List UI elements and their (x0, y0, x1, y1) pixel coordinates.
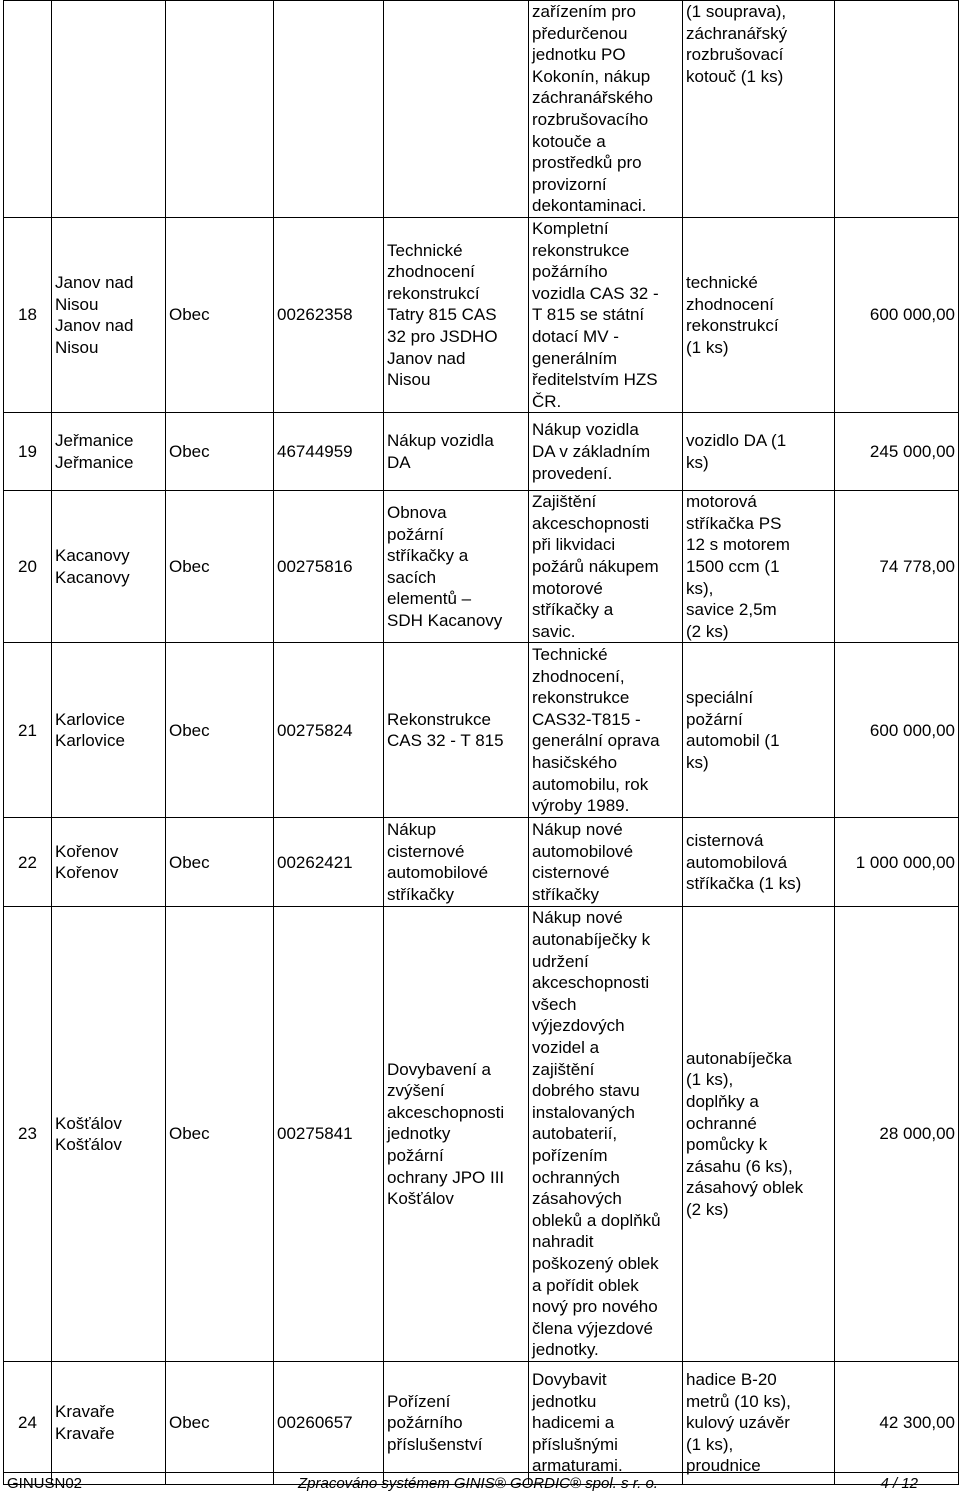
project-description-line: vozidla CAS 32 - (532, 283, 659, 303)
purchased-items-line: ks) (686, 753, 709, 773)
cell-empty (384, 1, 529, 218)
purchased-items-line: požární (686, 709, 743, 729)
project-description-line: nahradit (532, 1232, 594, 1252)
place-name (52, 907, 166, 1361)
purchased-items-line: (1 ks) (686, 337, 729, 357)
project-description-line: savic. (532, 621, 576, 641)
project-name (384, 643, 529, 818)
project-description-line: armaturami. (532, 1456, 623, 1476)
text-line: zařízením pro (532, 2, 636, 21)
row-number: 19 (4, 413, 52, 491)
project-description-line: požárního (532, 262, 608, 282)
project-name-line: zvýšení (387, 1081, 445, 1101)
text-line: rozbrušovacího (532, 109, 649, 129)
project-description-line: Zajištění (532, 492, 597, 512)
grant-amount: 600 000,00 (835, 643, 959, 818)
project-description (529, 907, 683, 1361)
ico-number: 00262421 (274, 818, 384, 907)
project-description-line: vozidel a (532, 1038, 600, 1057)
project-name (384, 491, 529, 643)
applicant-type: Obec (166, 491, 274, 643)
footer-page-number: 4 / 12 (880, 1475, 918, 1492)
table-body (4, 1, 959, 1485)
grant-amount: 600 000,00 (835, 217, 959, 412)
project-name-line: Tatry 815 CAS (387, 305, 497, 325)
project-description (529, 1361, 683, 1484)
project-description-line: Dovybavit (532, 1369, 607, 1389)
purchased-items-line: 1500 ccm (1 (686, 557, 780, 577)
project-description-line: rekonstrukce (532, 240, 630, 260)
project-name-line: zhodnocení (387, 262, 475, 282)
text-line: (1 souprava), (686, 2, 787, 21)
row-number: 18 (4, 217, 52, 412)
project-description-line: automobilu, rok (532, 774, 649, 794)
project-name-line: požární (387, 524, 444, 544)
project-name-line: ochrany JPO III (387, 1167, 505, 1187)
applicant-type: Obec (166, 818, 274, 907)
purchased-items-line: motorová (686, 492, 757, 512)
project-description-line: obleků a doplňků (532, 1210, 661, 1230)
project-description-line: nový pro nového (532, 1297, 658, 1317)
project-name (384, 818, 529, 907)
place-name (52, 1361, 166, 1484)
place-name-line: Jeřmanice (55, 431, 134, 451)
ico-number: 00275841 (274, 907, 384, 1361)
purchased-items-line: speciální (686, 688, 754, 708)
purchased-items-line: (1 ks), (686, 1070, 734, 1090)
project-name-line: Pořízení (387, 1391, 451, 1411)
ico-number: 46744959 (274, 413, 384, 491)
project-description-line: provedení. (532, 463, 613, 483)
project-name-line: Janov nad (387, 348, 466, 368)
project-description-line: výroby 1989. (532, 796, 630, 816)
project-description-line: zásahových (532, 1189, 622, 1209)
purchased-items (683, 907, 835, 1361)
project-description-line: T 815 se státní (532, 305, 645, 325)
project-name-line: Rekonstrukce (387, 709, 491, 729)
text-line: jednotku PO (532, 45, 626, 65)
purchased-items-line: (2 ks) (686, 621, 729, 641)
project-description-line: Nákup nové (532, 820, 623, 840)
purchased-items-line: zhodnocení (686, 294, 774, 314)
place-name-line: Kravaře (55, 1423, 115, 1443)
purchased-items-line: (2 ks) (686, 1199, 729, 1219)
project-description-line: jednotky. (532, 1340, 599, 1360)
grant-amount: 74 778,00 (835, 491, 959, 643)
project-description-line: člena výjezdové (532, 1318, 653, 1338)
applicant-type: Obec (166, 217, 274, 412)
project-description-line: akceschopnosti (532, 513, 650, 533)
text-line: prostředků pro (532, 153, 642, 173)
project-name-line: Technické (387, 240, 463, 260)
project-description (529, 413, 683, 491)
purchased-items-line: ochranné (686, 1113, 757, 1133)
project-name-line: elementů – (387, 589, 472, 609)
place-name-line: Janov nad (55, 316, 134, 336)
table-row (4, 217, 959, 412)
row-number: 21 (4, 643, 52, 818)
text-line: záchranářského (532, 88, 653, 108)
text-line: záchranářský (686, 23, 788, 43)
project-description-line: při likvidaci (532, 535, 616, 555)
purchased-items-line: stříkačka (1 ks) (686, 874, 802, 894)
text-line: Kokonín, nákup (532, 66, 651, 86)
purchased-items-line: cisternová (686, 831, 764, 851)
project-name-line: SDH Kacanovy (387, 611, 503, 631)
project-description (529, 491, 683, 643)
place-name (52, 413, 166, 491)
project-description-line: Nákup vozidla (532, 420, 639, 440)
applicant-type: Obec (166, 1361, 274, 1484)
place-name-line: Janov nad (55, 272, 134, 292)
purchased-items-line: pomůcky k (686, 1135, 768, 1155)
project-description-line: autonabíječky k (532, 930, 651, 950)
project-name-line: stříkačky a (387, 546, 469, 566)
applicant-type: Obec (166, 413, 274, 491)
project-description-line: zajištění (532, 1059, 595, 1079)
project-name-line: DA (387, 452, 411, 472)
project-description-line: zhodnocení, (532, 666, 625, 686)
row-number: 23 (4, 907, 52, 1361)
project-name-line: Dovybavení a (387, 1059, 491, 1079)
applicant-type: Obec (166, 907, 274, 1361)
cell-empty (835, 1, 959, 218)
place-name-line: Kořenov (55, 841, 119, 861)
project-description-line: Kompletní (532, 218, 609, 238)
project-description-line: dotací MV - (532, 326, 619, 346)
cell-empty (274, 1, 384, 218)
project-description-line: Nákup nové (532, 908, 623, 928)
ico-number: 00262358 (274, 217, 384, 412)
cell-empty (166, 1, 274, 218)
place-name-line: Kacanovy (55, 546, 130, 566)
place-name-line: Nisou (55, 337, 99, 357)
row-number: 20 (4, 491, 52, 643)
project-name (384, 1361, 529, 1484)
place-name-line: Karlovice (55, 709, 125, 729)
project-description-line: ochranných (532, 1167, 620, 1187)
project-description-line: generálním (532, 348, 618, 368)
project-description-line: hasičského (532, 753, 618, 773)
project-name (384, 907, 529, 1361)
project-name-line: jednotky (387, 1124, 451, 1144)
grant-amount: 28 000,00 (835, 907, 959, 1361)
project-description-line: poškozený oblek (532, 1253, 659, 1273)
purchased-items-line: zásahu (6 ks), (686, 1156, 793, 1176)
project-description-line: výjezdových (532, 1016, 625, 1036)
project-description-line: instalovaných (532, 1102, 636, 1122)
project-description-line: rekonstrukce (532, 688, 630, 708)
project-name-line: rekonstrukcí (387, 283, 480, 303)
table-row (4, 818, 959, 907)
purchased-items-line: technické (686, 272, 758, 292)
place-name-line: Nisou (55, 294, 99, 314)
carryover-row (4, 1, 959, 218)
table-row (4, 413, 959, 491)
purchased-items-line: ks), (686, 578, 714, 598)
project-name-line: Nákup (387, 820, 437, 840)
carryover-items (683, 1, 835, 218)
purchased-items-line: savice 2,5m (686, 600, 777, 620)
row-number: 22 (4, 818, 52, 907)
project-description-line: požárů nákupem (532, 557, 659, 577)
project-description-line: příslušnými (532, 1434, 618, 1454)
grant-amount: 245 000,00 (835, 413, 959, 491)
project-description-line: stříkačky a (532, 600, 614, 620)
purchased-items-line: stříkačka PS (686, 513, 782, 533)
ico-number: 00275824 (274, 643, 384, 818)
row-number: 24 (4, 1361, 52, 1484)
purchased-items-line: vozidlo DA (1 (686, 431, 787, 451)
project-description-line: stříkačky (532, 885, 600, 905)
purchased-items-line: zásahový oblek (686, 1178, 804, 1198)
place-name (52, 217, 166, 412)
place-name-line: Kravaře (55, 1402, 115, 1422)
project-description (529, 818, 683, 907)
purchased-items-line: hadice B-20 (686, 1369, 777, 1389)
project-name-line: příslušenství (387, 1434, 483, 1454)
page-footer (3, 1472, 958, 1495)
place-name-line: Jeřmanice (55, 452, 134, 472)
grant-amount: 42 300,00 (835, 1361, 959, 1484)
project-description-line: jednotku (532, 1391, 597, 1411)
place-name (52, 643, 166, 818)
text-line: kotouč (1 ks) (686, 66, 784, 86)
table-row (4, 907, 959, 1361)
purchased-items-line: automobilová (686, 852, 788, 872)
purchased-items-line: autonabíječka (686, 1048, 792, 1068)
text-line: rozbrušovací (686, 45, 784, 65)
project-description-line: automobilové (532, 841, 634, 861)
project-name-line: Obnova (387, 503, 447, 523)
project-name-line: stříkačky (387, 885, 455, 905)
project-name-line: Košťálov (387, 1189, 454, 1209)
cell-empty (4, 1, 52, 218)
purchased-items-line: metrů (10 ks), (686, 1391, 791, 1411)
ico-number: 00275816 (274, 491, 384, 643)
project-name-line: Nisou (387, 370, 431, 390)
project-name-line: požární (387, 1145, 444, 1165)
purchased-items-line: 12 s motorem (686, 535, 790, 555)
project-description-line: ředitelstvím HZS (532, 370, 658, 390)
project-name-line: sacích (387, 567, 437, 587)
purchased-items-line: proudnice (686, 1456, 761, 1476)
purchased-items (683, 491, 835, 643)
project-name-line: Nákup vozidla (387, 431, 494, 451)
project-name-line: požárního (387, 1413, 463, 1433)
project-name-line: akceschopnosti (387, 1102, 505, 1122)
purchased-items-line: kulový uzávěr (686, 1413, 790, 1433)
carryover-description (529, 1, 683, 218)
text-line: kotouče a (532, 131, 606, 151)
project-description-line: generální oprava (532, 731, 660, 751)
project-description (529, 643, 683, 818)
footer-doc-code: GINUSN02 (7, 1475, 83, 1492)
place-name-line: Kacanovy (55, 567, 130, 587)
place-name-line: Karlovice (55, 731, 125, 751)
project-description-line: ČR. (532, 391, 562, 411)
purchased-items (683, 818, 835, 907)
project-description-line: akceschopnosti (532, 973, 650, 993)
project-description-line: a pořídit oblek (532, 1275, 639, 1295)
place-name-line: Košťálov (55, 1135, 122, 1155)
place-name (52, 491, 166, 643)
table-row (4, 643, 959, 818)
purchased-items-line: automobil (1 (686, 731, 780, 751)
project-description-line: motorové (532, 578, 603, 598)
ico-number: 00260657 (274, 1361, 384, 1484)
project-description-line: Technické (532, 645, 608, 665)
purchased-items (683, 413, 835, 491)
place-name-line: Kořenov (55, 863, 119, 883)
budget-table (3, 0, 959, 1485)
table-row (4, 491, 959, 643)
purchased-items-line: (1 ks), (686, 1434, 734, 1454)
purchased-items-line: ks) (686, 452, 709, 472)
project-name-line: CAS 32 - T 815 (387, 731, 504, 751)
project-description-line: DA v základním (532, 441, 651, 461)
project-description-line: hadicemi a (532, 1413, 615, 1433)
applicant-type: Obec (166, 643, 274, 818)
project-description (529, 217, 683, 412)
grant-amount: 1 000 000,00 (835, 818, 959, 907)
text-line: provizorní (532, 174, 607, 194)
purchased-items-line: rekonstrukcí (686, 316, 779, 336)
purchased-items (683, 1361, 835, 1484)
project-description-line: cisternové (532, 863, 610, 883)
project-description-line: udržení (532, 951, 589, 971)
project-name-line: 32 pro JSDHO (387, 326, 498, 346)
project-name (384, 413, 529, 491)
project-name (384, 217, 529, 412)
project-description-line: dobrého stavu (532, 1081, 640, 1101)
place-name-line: Košťálov (55, 1113, 122, 1133)
purchased-items (683, 643, 835, 818)
text-line: předurčenou (532, 23, 628, 43)
purchased-items (683, 217, 835, 412)
project-description-line: autobaterií, (532, 1124, 618, 1144)
project-description-line: všech (532, 994, 577, 1014)
project-description-line: CAS32-T815 - (532, 709, 641, 729)
project-description-line: pořízením (532, 1145, 608, 1165)
purchased-items-line: doplňky a (686, 1091, 759, 1111)
table-row (4, 1361, 959, 1484)
place-name (52, 818, 166, 907)
project-name-line: automobilové (387, 863, 489, 883)
text-line: dekontaminaci. (532, 196, 647, 216)
cell-empty (52, 1, 166, 218)
project-name-line: cisternové (387, 841, 465, 861)
footer-generator: Zpracováno systémem GINIS® GORDIC® spol. s r. o. (298, 1475, 658, 1492)
